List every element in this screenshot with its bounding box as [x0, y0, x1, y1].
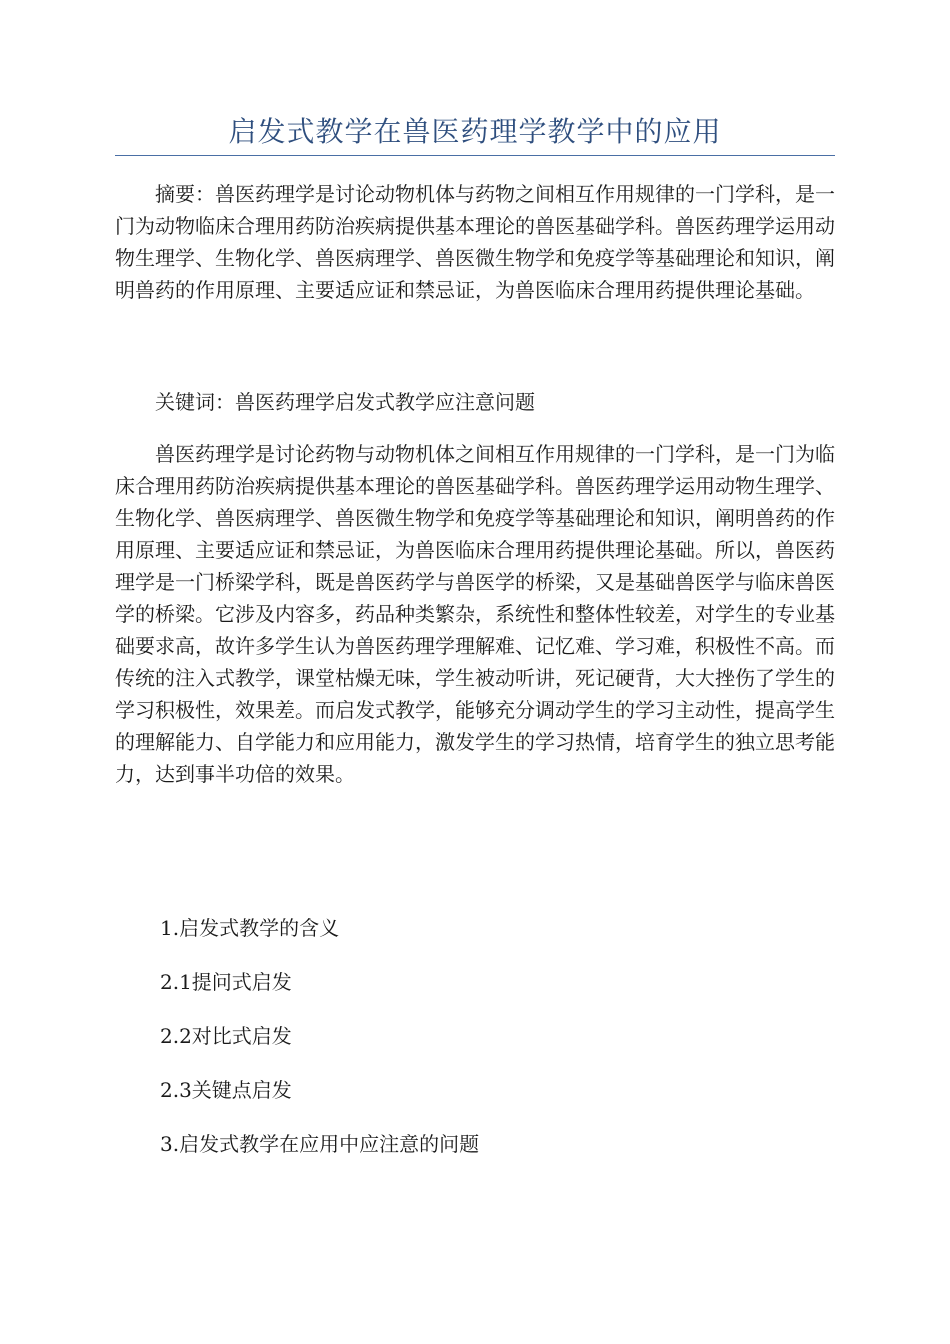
section-heading-3: 3.启发式教学在应用中应注意的问题 [160, 1132, 480, 1156]
section-heading-2-2: 2.2对比式启发 [160, 1024, 292, 1048]
section-heading-2-3: 2.3关键点启发 [160, 1078, 292, 1102]
abstract-paragraph: 摘要：兽医药理学是讨论动物机体与药物之间相互作用规律的一门学科，是一门为动物临床合理用药防治疾病提供基本理论的兽医基础学科。兽医药理学运用动物生理学、生物化学、兽医病理学、兽医微生物学和免疫学等基础理论和知识，阐明兽药的作用原理、主要适应证和禁忌证，为兽医临床合理用药提供理论基础。 [115, 182, 835, 302]
keywords-paragraph: 关键词：兽医药理学启发式教学应注意问题 [155, 390, 535, 414]
title-underline [115, 155, 835, 156]
section-heading-1: 1.启发式教学的含义 [160, 916, 340, 940]
section-heading-2-1: 2.1提问式启发 [160, 970, 292, 994]
intro-paragraph: 兽医药理学是讨论药物与动物机体之间相互作用规律的一门学科，是一门为临床合理用药防治疾病提供基本理论的兽医基础学科。兽医药理学运用动物生理学、生物化学、兽医病理学、兽医微生物学和免疫学等基础理论和知识，阐明兽药的作用原理、主要适应证和禁忌证，为兽医临床合理用药提供理论基础。所以，兽医药理学是一门桥梁学科，既是兽医药学与兽医学的桥梁，又是基础兽医学与临床兽医学的桥梁。它涉及内容多，药品种类繁杂，系统性和整体性较差，对学生的专业基础要求高，故许多学生认为兽医药理学理解难、记忆难、学习难，积极性不高。而传统的注入式教学，课堂枯燥无味，学生被动听讲，死记硬背，大大挫伤了学生的学习积极性，效果差。而启发式教学，能够充分调动学生的学习主动性，提高学生的理解能力、自学能力和应用能力，激发学生的学习热情，培育学生的独立思考能力，达到事半功倍的效果。 [115, 442, 835, 786]
document-title: 启发式教学在兽医药理学教学中的应用 [228, 115, 722, 148]
